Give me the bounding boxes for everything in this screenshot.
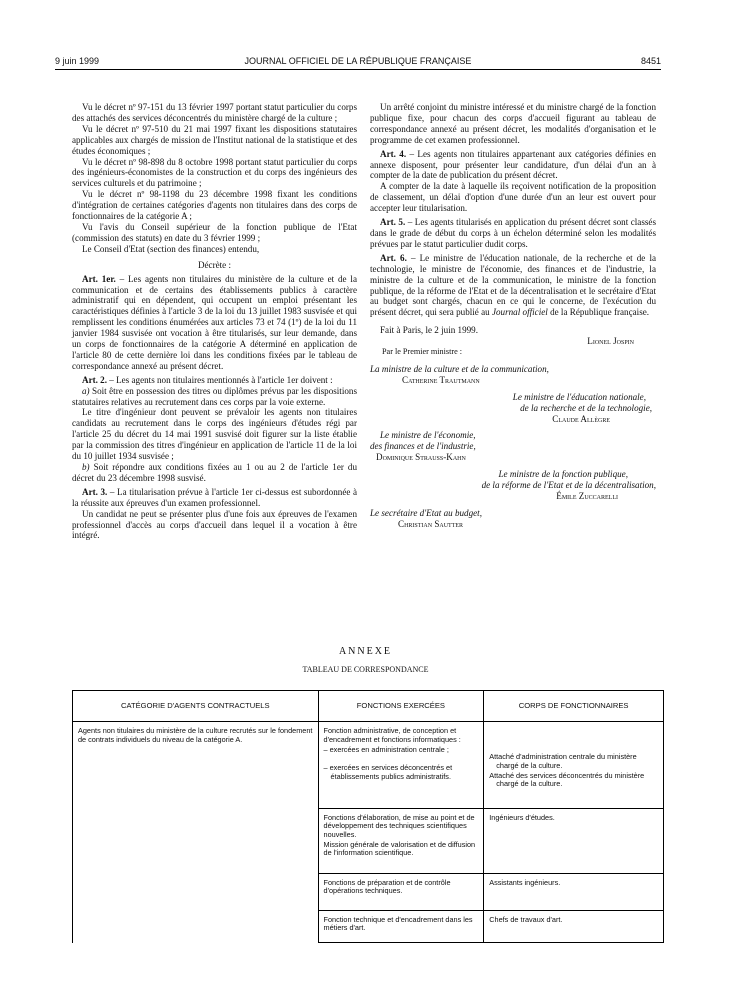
functions-text: Mission générale de valorisation et de diffusion de l'information scientifique.	[323, 839, 476, 858]
article-2-b	[72, 462, 357, 484]
functions-text: Fonctions de préparation et de contrôle d'opérations techniques.	[323, 877, 451, 896]
minister-culture-title: La ministre de la culture et de la communication,	[370, 363, 549, 374]
article-4-label: Art. 4.	[380, 148, 407, 159]
functions-cell	[318, 910, 484, 942]
signatory-prime-minister: Lionel Jospin	[587, 336, 634, 347]
article-3-text: – La titularisation prévue à l'article 1er ci-dessus est subordonnée à la réussite aux épreuves d'un examen professionnel.	[72, 486, 358, 508]
header-journal-title: JOURNAL OFFICIEL DE LA RÉPUBLIQUE FRANÇAISE	[244, 56, 472, 66]
article-3-paragraph-2: Un candidat ne peut se présenter plus d'une fois aux épreuves de l'examen professionnel d'accès au corps d'accueil dans lequel il a vocation à être intégré.	[72, 508, 357, 541]
corps-item: Attaché d'administration centrale du ministère chargé de la culture.	[489, 752, 637, 770]
visa-3: Vu le décret nº 98-898 du 8 octobre 1998 portant statut particulier du corps des ingénieurs-économistes de la construction et du corps des ingénieurs des services culturels et du patrimoine ;	[72, 156, 357, 189]
functions-text: Fonctions d'élaboration, de mise au point et de développement des techniques scientifiques nouvelles.	[323, 812, 475, 840]
article-2-b-text: Soit répondre aux conditions fixées au 1 ou au 2 de l'article 1er du décret du 23 décembre 1998 susvisé.	[72, 462, 357, 483]
par-le-premier-ministre: Par le Premier ministre :	[382, 347, 463, 357]
category-text: Agents non titulaires du ministère de la culture recrutés sur le fondement de contrats individuels du niveau de la catégorie A.	[78, 726, 313, 744]
corps-cell	[484, 910, 664, 942]
article-6	[370, 253, 656, 318]
column-header-category: CATÉGORIE D'AGENTS CONTRACTUELS	[73, 691, 319, 722]
visa-1: Vu le décret nº 97-151 du 13 février 1997 portant statut particulier du corps des attachés des services déconcentrés du ministère chargé de la culture ;	[72, 102, 357, 123]
minister-education-name: Claude Allègre	[552, 413, 610, 424]
article-4	[370, 149, 656, 182]
article-2-a-label: a)	[82, 385, 90, 396]
page-header	[55, 56, 661, 70]
article-1-label: Art. 1er.	[82, 273, 116, 284]
visa-5: Vu l'avis du Conseil supérieur de la fonction publique de l'Etat (commission des statuts) en date du 3 février 1999 ;	[72, 221, 357, 243]
functions-intro: Fonction administrative, de conception et d'encadrement et fonctions informatiques :	[323, 726, 461, 744]
article-4-text: – Les agents non titulaires appartenant aux catégories définies en annexe disposent, pour présenter leur candidature, d'un délai d'un an à compter de la date de publication du présent décret.	[370, 148, 656, 181]
article-2-text: – Les agents non titulaires mentionnés à l'article 1er doivent :	[107, 374, 333, 385]
minister-education-title-1: Le ministre de l'éducation nationale,	[512, 391, 646, 402]
article-2	[72, 375, 357, 386]
minister-education-title-2: de la recherche et de la technologie,	[520, 402, 652, 413]
article-6-text: – Le ministre de l'éducation nationale, de la recherche et de la technologie, le ministre de l'économie, des finances et de l'industrie, la ministre de la culture et de la communication, le ministre de la fonction publique, de la réforme de l'Etat et de la décentralisation et le secrétaire d'Etat au budget sont chargés, chacun en ce qui le concerne, de l'exécution du présent décret, qui sera publié au	[370, 252, 657, 318]
minister-public-service-name: Émile Zuccarelli	[556, 491, 618, 501]
corps-item: Attaché des services déconcentrés du ministère chargé de la culture.	[489, 770, 645, 789]
minister-economy-title-1: Le ministre de l'économie,	[380, 430, 476, 441]
fait-a-paris: Fait à Paris, le 2 juin 1999.	[380, 325, 479, 336]
article-2-b-label: b)	[82, 462, 90, 472]
table-header-row	[73, 691, 664, 722]
corps-cell	[484, 873, 664, 910]
article-2-a	[72, 386, 357, 408]
decrete-heading: Décrète :	[197, 259, 232, 270]
article-6-end: de la République française.	[547, 307, 650, 318]
corps-text: Assistants ingénieurs.	[489, 877, 561, 887]
article-2-title: Le titre d'ingénieur dont peuvent se prévaloir les agents non titulaires candidats au recrutement dans le corps des ingénieurs d'études régi par l'article 25 du décret du 14 mai 1991 susvisé doit figurer sur la liste établie par la commission des titres d'ingénieur en application de l'article 11 de la loi du 10 juillet 1934 susvisée ;	[72, 407, 357, 462]
article-3	[72, 487, 357, 509]
corps-text: Ingénieurs d'études.	[489, 812, 555, 822]
correspondence-table	[72, 690, 664, 943]
visa-2: Vu le décret nº 97-510 du 21 mai 1997 fixant les dispositions statutaires applicables aux chargés de mission de l'Institut national de la statistique et des études économiques ;	[72, 123, 357, 156]
annexe-title: ANNEXE	[338, 646, 393, 657]
article-2-label: Art. 2.	[82, 374, 107, 385]
article-5-label: Art. 5.	[380, 217, 406, 228]
functions-text: Fonction technique et d'encadrement dans les métiers d'art.	[323, 914, 473, 933]
functions-cell	[318, 808, 484, 873]
annexe-subtitle: TABLEAU DE CORRESPONDANCE	[302, 665, 429, 674]
article-1	[72, 274, 357, 372]
corps-text: Chefs de travaux d'art.	[489, 914, 563, 924]
corps-cell	[484, 722, 664, 809]
column-header-corps: CORPS DE FONCTIONNAIRES	[484, 691, 664, 722]
header-date: 9 juin 1999	[55, 56, 100, 66]
header-divider	[55, 69, 661, 70]
column-header-functions: FONCTIONS EXERCÉES	[318, 691, 484, 722]
exam-arrete-paragraph: Un arrêté conjoint du ministre intéressé et du ministre chargé de la fonction publique fixe, pour chacun des corps d'accueil figurant au tableau de correspondance annexé au présent décret, les modalités d'organisation et le programme de cet examen professionnel.	[370, 102, 656, 145]
category-cell	[73, 722, 319, 943]
functions-item: – exercées en services déconcentrés et établissements publics administratifs.	[323, 763, 453, 781]
article-4-paragraph-2: A compter de la date à laquelle ils reçoivent notification de la proposition de classement, un délai d'option d'une durée d'un an leur est ouvert pour accepter leur titularisation.	[370, 181, 656, 214]
article-2-a-text: Soit être en possession des titres ou diplômes prévus par les dispositions statutaires relatives au recrutement dans ces corps par la voie externe.	[72, 385, 357, 407]
right-column	[370, 102, 656, 530]
page-number: 8451	[640, 56, 661, 66]
functions-cell	[318, 722, 484, 809]
minister-economy-title-2: des finances et de l'industrie,	[370, 441, 476, 452]
functions-cell	[318, 873, 484, 910]
minister-economy-name: Dominique Strauss-Kahn	[376, 452, 466, 463]
visa-6: Le Conseil d'Etat (section des finances) entendu,	[82, 243, 260, 254]
secretary-budget-name: Christian Sautter	[398, 518, 464, 529]
article-5	[370, 217, 656, 250]
article-1-text: – Les agents non titulaires du ministère de la culture et de la communication et de certains des établissements publics à caractère administratif qui en dépendent, qui occupent un emploi présentant les caractéristiques définies à l'article 3 de la loi du 13 juillet 1983 susvisée et qui remplissent les conditions énumérées aux articles 73 et 74 (1º) de la loi du 11 janvier 1984 susvisée ont vocation à être titularisés, sur leur demande, dans un corps de fonctionnaires de la catégorie A déterminé en application de l'article 80 de cette dernière loi dans les conditions fixées par le tableau de correspondance annexé au présent décret.	[72, 273, 357, 371]
minister-culture-name: Catherine Trautmann	[402, 374, 480, 385]
functions-item: – exercées en administration centrale ;	[323, 744, 449, 754]
article-3-label: Art. 3.	[82, 486, 108, 497]
article-6-label: Art. 6.	[380, 252, 407, 263]
secretary-budget-title: Le secrétaire d'Etat au budget,	[370, 507, 482, 518]
visa-4: Vu le décret nº 98-1198 du 23 décembre 1998 fixant les conditions d'intégration de certaines catégories d'agents non titulaires dans des corps de fonctionnaires de la catégorie A ;	[72, 189, 357, 222]
left-column	[72, 102, 357, 541]
journal-officiel-mention: Journal officiel	[491, 307, 548, 318]
minister-public-service-title-2: de la réforme de l'Etat et de la décentralisation,	[481, 480, 656, 491]
minister-public-service-title-1: Le ministre de la fonction publique,	[498, 469, 628, 480]
article-5-text: – Les agents titularisés en application du présent décret sont classés dans le grade de début du corps à un échelon déterminé selon les modalités prévues par le statut particulier dudit corps.	[370, 217, 656, 249]
table-row	[73, 722, 664, 809]
corps-cell	[484, 808, 664, 873]
